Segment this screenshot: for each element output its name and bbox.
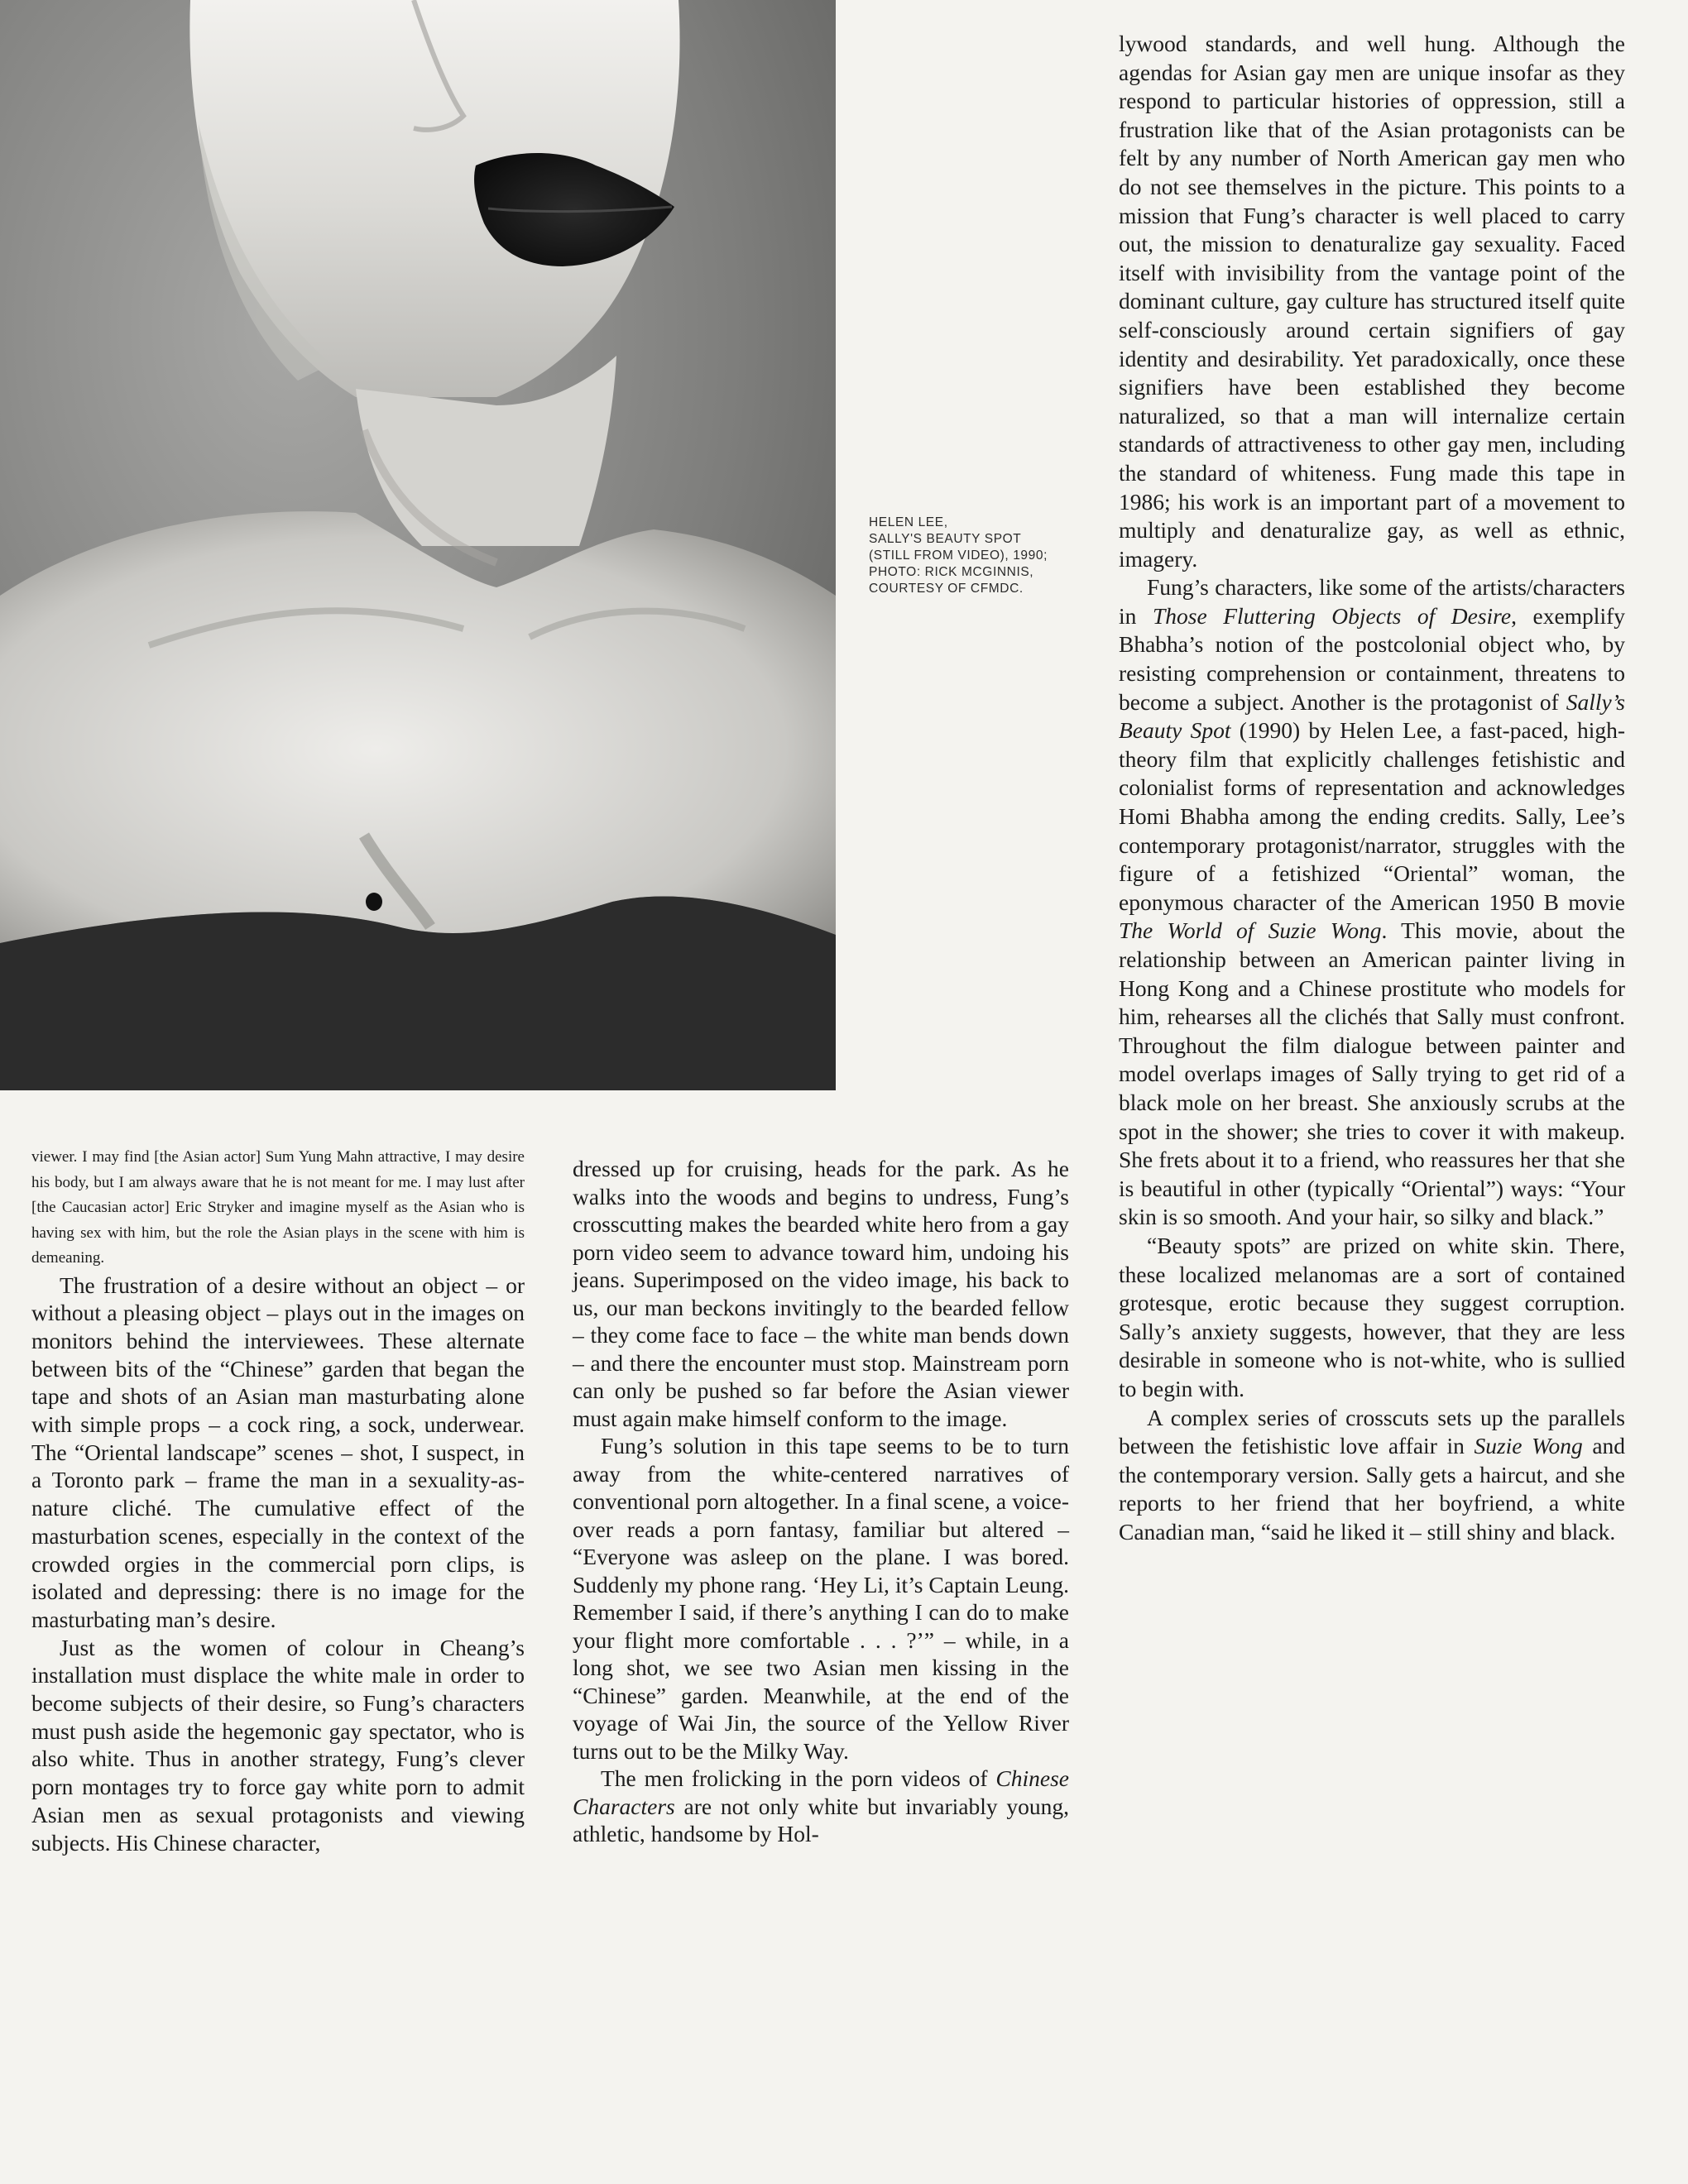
paragraph: “Beauty spots” are prized on white skin. There, these localized melanomas are a sort of contained grotesque, erotic because they suggest corruption. Sally’s anxiety suggests, however, that they are less desirable in someone who is not-white, who is sullied to begin with.	[1119, 1232, 1625, 1401]
paragraph	[1119, 1404, 1625, 1547]
paragraph: lywood standards, and well hung. Although the agendas for Asian gay men are unique insofar as they respond to particular histories of oppression, still a frustration like that of the Asian protagonists can be felt by any number of North American gay men who do not see themselves in the picture. This points to a mission that Fung’s character is well placed to carry out, the mission to denaturalize gay sexuality. Faced itself with invisibility from the vantage point of the dominant culture, gay culture has structured itself quite self-consciously around certain signifiers of gay identity and desirability. Yet paradoxically, once these signifiers have been established they become naturalized, so that a man will internalize certain standards of attractiveness to other gay men, including the standard of whiteness. Fung made this tape in 1986; his work is an important part of a movement to multiply and denaturalize gay, as well as ethnic, imagery.	[1119, 31, 1625, 572]
paragraph	[1119, 573, 1625, 1232]
photo-caption	[869, 515, 1084, 597]
quoted-note: viewer. I may find [the Asian actor] Sum Yung Mahn attractive, I may desire his body, but I am always aware that he is not meant for me. I may lust after [the Caucasian actor] Eric Stryker and imagine myself as the Asian who is having sex with him, but the role the Asian plays in the scene with him is demeaning.	[31, 1148, 525, 1267]
text-run: Fung’s characters, like some of the artists/characters in	[1119, 574, 1625, 629]
portrait-image	[0, 0, 836, 1090]
work-title: Chinese Characters	[573, 1765, 1069, 1819]
text-run: and the contemporary version. Sally gets a haircut, and she reports to her friend that her boyfriend, a white Canadian man, “said he liked it – still shiny and black.	[1119, 1433, 1626, 1545]
text-run: are not only white but invariably young, athletic, handsome by Hol-	[573, 1793, 1070, 1846]
paragraph: Fung’s solution in this tape seems to be to turn away from the white-centered narratives of conventional porn altogether. In a final scene, a voice-over reads a porn fantasy, familiar but altered – “Everyone was asleep on the plane. I was bored. Suddenly my phone rang. ‘Hey Li, it’s Captain Leung. Remember I said, if there’s anything I can do to make your flight more comfortable . . . ?’” – while, in a long shot, we see two Asian men kissing in the “Chinese” garden. Meanwhile, at the end of the voyage of Wai Jin, the source of the Yellow River turns out to be the Milky Way.	[573, 1433, 1069, 1764]
text-run: A complex series of crosscuts sets up the parallels between the fetishistic love affair in	[1119, 1404, 1625, 1459]
paragraph: dressed up for cruising, heads for the park. As he walks into the woods and begins to undress, Fung’s crosscutting makes the bearded white hero from a gay porn video seem to advance toward him, undoing his jeans. Superimposed on the video image, his back to us, our man beckons invitingly to the bearded fellow – they come face to face – the white man bends down – and there the encounter must stop. Mainstream porn can only be pushed so far before the Asian viewer must again make himself conform to the image.	[573, 1156, 1069, 1431]
paragraph: Just as the women of colour in Cheang’s installation must displace the white male in order to become subjects of their desire, so Fung’s characters must push aside the hegemonic gay spectator, who is also white. Thus in another strategy, Fung’s clever porn montages try to force gay white porn to admit Asian men as sexual protagonists and viewing subjects. His Chinese character,	[31, 1634, 525, 1856]
work-title: Sally’s Beauty Spot	[1119, 688, 1626, 744]
text-run: . This movie, about the relationship between an American painter living in Hong Kong and a Chinese prostitute who models for him, rehearses all the clichés that Sally must confront. Throughout the film dialogue between painter and model overlaps images of Sally trying to get rid of a black mole on her breast. She anxiously scrubs at the spot in the shower; she tries to cover it with makeup. She frets about it to a friend, who reassures her that she is beautiful in other (typically “Oriental”) ways: “Your skin is so smooth. And your hair, so silky and black.”	[1119, 917, 1625, 1230]
text-run: The men frolicking in the porn videos of	[601, 1765, 988, 1791]
work-title: Suzie Wong	[1474, 1433, 1583, 1459]
film-still-photo	[0, 0, 836, 1090]
text-column-right	[1119, 30, 1625, 1546]
text-column-middle	[573, 1155, 1069, 1848]
paragraph: The frustration of a desire without an object – or without a pleasing object – plays out in the images on monitors behind the interviewees. These alternate between bits of the “Chinese” garden that began the tape and shots of an Asian man masturbating alone with simple props – a cock ring, a sock, underwear. The “Oriental landscape” scenes – shot, I suspect, in a Toronto park – frame the man in a sexuality-as-nature cliché. The cumulative effect of the masturbation scenes, especially in the context of the crowded orgies in the commercial porn clips, is isolated and depressing: there is no image for the masturbating man’s desire.	[31, 1272, 525, 1632]
caption-line: COURTESY OF CFMDC.	[869, 582, 1024, 596]
text-run: , exemplify Bhabha’s notion of the postcolonial object who, by resisting comprehension or containment, threatens to become a subject. Another is the protagonist of	[1119, 602, 1625, 715]
caption-line: (STILL FROM VIDEO), 1990;	[869, 548, 1048, 563]
caption-line: HELEN LEE,	[869, 515, 948, 529]
caption-line: PHOTO: RICK MCGINNIS,	[869, 565, 1034, 579]
text-column-left	[31, 1145, 525, 1856]
work-title: The World of Suzie Wong	[1119, 917, 1382, 944]
work-title: Those Fluttering Objects of Desire	[1152, 602, 1512, 629]
paragraph	[573, 1765, 1069, 1848]
caption-line: SALLY'S BEAUTY SPOT	[869, 532, 1022, 546]
text-run: (1990) by Helen Lee, a fast-paced, high-theory film that explicitly challenges fetishistic and colonialist forms of representation and acknowledges Homi Bhabha among the ending credits. Sally, Lee’s contemporary protagonist/narrator, struggles with the figure of a fetishized “Oriental” woman, the eponymous character of the American 1950 B movie	[1119, 717, 1626, 915]
